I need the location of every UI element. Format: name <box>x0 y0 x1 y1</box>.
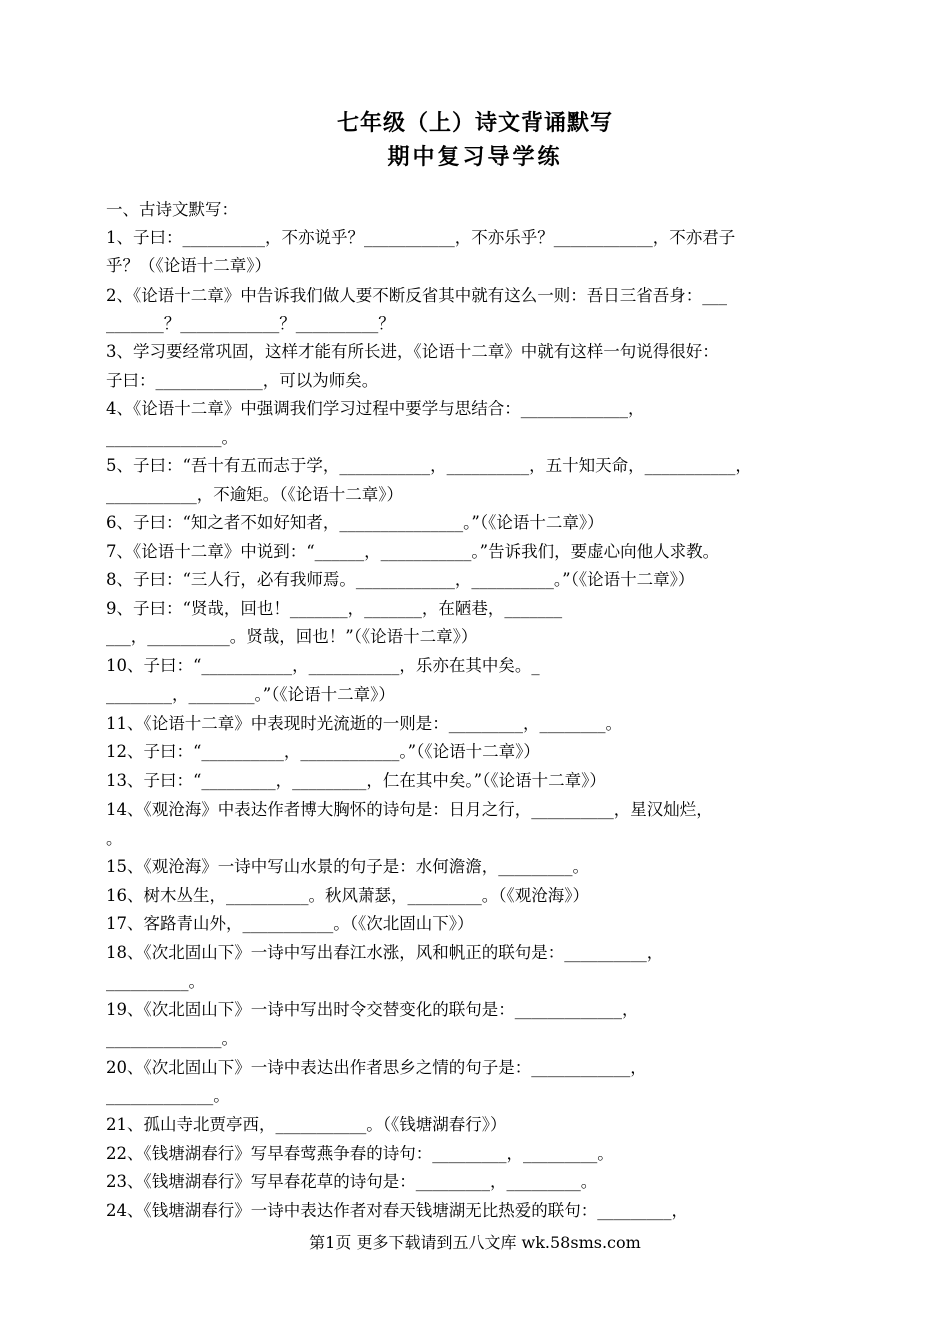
question-line: 23、《钱塘湖春行》写早春花草的诗句是：_________，_________。 <box>106 1172 598 1191</box>
question-line: 18、《次北固山下》一诗中写出春江水涨，风和帆正的联句是：__________， <box>106 943 664 962</box>
question-line: 22、《钱塘湖春行》写早春莺燕争春的诗句：_________，_________。 <box>106 1144 614 1163</box>
page-footer: 第1页 更多下载请到五八文库 wk.58sms.com <box>309 1233 641 1252</box>
question-line: _______？____________？__________？ <box>106 314 395 333</box>
question-line: 10、子曰：“___________，___________，乐亦在其中矣。_ <box>106 656 540 675</box>
question-line: 12、子曰：“__________，____________。”（《论语十二章》） <box>106 742 540 761</box>
question-line: ________，________。”（《论语十二章》） <box>106 685 395 704</box>
question-line: ___，__________。贤哉，回也！”（《论语十二章》） <box>106 627 478 646</box>
question-line: 3、学习要经常巩固，这样才能有所长进，《论语十二章》中就有这样一句说得很好： <box>106 342 719 361</box>
question-line: __________。 <box>106 972 205 991</box>
question-line: 7、《论语十二章》中说到：“______，___________。”告诉我们，要虚心向他人求教。 <box>106 542 720 561</box>
question-line: 6、子曰：“知之者不如好知者，_______________。”（《论语十二章》） <box>106 513 604 532</box>
question-line: 20、《次北固山下》一诗中表达出作者思乡之情的句子是：____________， <box>106 1058 647 1077</box>
question-line: 15、《观沧海》一诗中写山水景的句子是：水何澹澹，_________。 <box>106 857 589 876</box>
question-line: 17、客路青山外，___________。（《次北固山下》） <box>106 914 474 933</box>
question-line: 1、子曰：__________，不亦说乎？___________，不亦乐乎？____________，不亦君子 <box>106 228 736 247</box>
question-line: 2、《论语十二章》中告诉我们做人要不断反省其中就有这么一则：吾日三省吾身：___ <box>106 286 727 305</box>
question-line: 21、孤山寺北贾亭西，___________。（《钱塘湖春行》） <box>106 1115 507 1134</box>
document-subtitle: 期中复习导学练 <box>387 144 563 170</box>
question-line: 9、子曰：“贤哉，回也！_______，_______，在陋巷，_______ <box>106 599 563 618</box>
question-line: 14、《观沧海》中表达作者博大胸怀的诗句是：日月之行，__________，星汉灿烂， <box>106 800 713 819</box>
question-line: ______________。 <box>106 1029 238 1048</box>
question-line: 8、子曰：“三人行，必有我师焉。____________，__________。”（《论语十二章》） <box>106 570 695 589</box>
question-line: 19、《次北固山下》一诗中写出时令交替变化的联句是：_____________， <box>106 1000 639 1019</box>
question-line: 子曰：_____________，可以为师矣。 <box>106 371 379 390</box>
question-line: _____________。 <box>106 1086 230 1105</box>
section-heading: 一、古诗文默写： <box>106 200 238 219</box>
question-line: ______________。 <box>106 428 238 447</box>
question-line: 乎？（《论语十二章》） <box>106 256 271 275</box>
question-line: 5、子曰：“吾十有五而志于学，___________，__________，五十知天命，___________， <box>106 456 752 475</box>
question-line: 24、《钱塘湖春行》一诗中表达作者对春天钱塘湖无比热爱的联句：_________， <box>106 1201 688 1220</box>
question-line: 16、树木丛生，__________。秋风萧瑟，_________。（《观沧海》） <box>106 886 589 905</box>
question-line: 11、《论语十二章》中表现时光流逝的一则是：_________，________。 <box>106 714 622 733</box>
question-line: ___________，不逾矩。（《论语十二章》） <box>106 485 403 504</box>
question-line: 。 <box>106 829 123 848</box>
question-line: 4、《论语十二章》中强调我们学习过程中要学与思结合：_____________， <box>106 399 645 418</box>
document-title: 七年级（上）诗文背诵默写 <box>336 110 613 136</box>
question-line: 13、子曰：“_________，_________，仁在其中矣。”（《论语十二章》） <box>106 771 606 790</box>
